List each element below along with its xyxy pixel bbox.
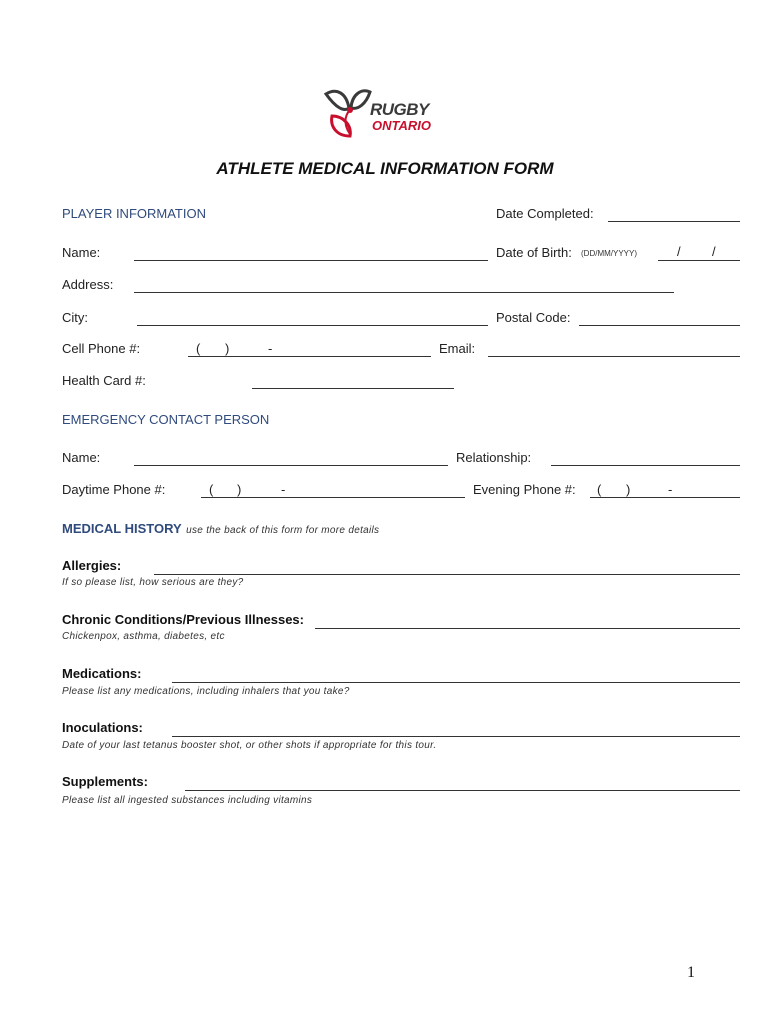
supplements-label: Supplements: [62, 774, 148, 789]
postal-code-label: Postal Code: [496, 310, 571, 325]
dob-label: Date of Birth: [496, 245, 572, 260]
player-name-label: Name: [62, 245, 101, 260]
relationship-field[interactable] [551, 451, 740, 466]
address-field[interactable] [134, 278, 674, 293]
rugby-ontario-logo [322, 86, 447, 140]
chronic-conditions-hint: Chickenpox, asthma, diabetes, etc [62, 631, 225, 642]
supplements-hint: Please list all ingested substances including vitamins [62, 795, 313, 806]
dob-format-hint: (DD/MM/YYYY) [581, 249, 637, 258]
dob-separator-2: / [712, 244, 716, 259]
email-label: Email: [439, 341, 476, 356]
logo-text-ontario: ONTARIO [372, 118, 431, 133]
section-player-information: PLAYER INFORMATION [62, 206, 206, 221]
chronic-conditions-field[interactable] [315, 614, 740, 629]
address-label: Address: [62, 277, 114, 292]
form-title: ATHLETE MEDICAL INFORMATION FORM [216, 159, 554, 178]
medical-history-note: use the back of this form for more details [186, 525, 380, 536]
health-card-field[interactable] [252, 374, 454, 389]
cell-phone-paren-close: ) [225, 341, 230, 356]
cell-phone-label: Cell Phone #: [62, 341, 141, 356]
medications-hint: Please list any medications, including inhalers that you take? [62, 686, 350, 697]
supplements-field[interactable] [185, 776, 740, 791]
medications-label: Medications: [62, 666, 142, 681]
email-field[interactable] [488, 342, 740, 357]
evening-phone-label: Evening Phone #: [473, 482, 576, 497]
inoculations-field[interactable] [172, 722, 740, 737]
inoculations-hint: Date of your last tetanus booster shot, or other shots if appropriate for this tour. [62, 740, 437, 751]
dob-separator-1: / [677, 244, 681, 259]
inoculations-label: Inoculations: [62, 720, 143, 735]
daytime-phone-label: Daytime Phone #: [62, 482, 166, 497]
emergency-name-label: Name: [62, 450, 101, 465]
city-label: City: [62, 310, 88, 325]
page-number: 1 [687, 964, 695, 981]
dob-field[interactable] [658, 246, 740, 261]
cell-phone-dash: - [268, 341, 273, 356]
evening-phone-paren-open: ( [597, 482, 602, 497]
allergies-field[interactable] [154, 560, 740, 575]
allergies-label: Allergies: [62, 558, 122, 573]
health-card-label: Health Card #: [62, 373, 146, 388]
allergies-hint: If so please list, how serious are they? [62, 577, 244, 588]
daytime-phone-paren-close: ) [237, 482, 242, 497]
daytime-phone-paren-open: ( [209, 482, 214, 497]
evening-phone-field[interactable] [590, 483, 740, 498]
logo-text-rugby: RUGBY [370, 100, 429, 119]
section-emergency-contact: EMERGENCY CONTACT PERSON [62, 412, 270, 427]
postal-code-field[interactable] [579, 311, 740, 326]
chronic-conditions-label: Chronic Conditions/Previous Illnesses: [62, 612, 304, 627]
section-medical-history [62, 520, 379, 538]
date-completed-label: Date Completed: [496, 206, 594, 221]
city-field[interactable] [137, 311, 488, 326]
cell-phone-paren-open: ( [196, 341, 201, 356]
player-name-field[interactable] [134, 246, 488, 261]
relationship-label: Relationship: [456, 450, 532, 465]
evening-phone-dash: - [668, 482, 673, 497]
daytime-phone-dash: - [281, 482, 286, 497]
emergency-name-field[interactable] [134, 451, 448, 466]
date-completed-field[interactable] [608, 207, 740, 222]
medical-history-title: MEDICAL HISTORY [62, 521, 182, 536]
evening-phone-paren-close: ) [626, 482, 631, 497]
medications-field[interactable] [172, 668, 740, 683]
